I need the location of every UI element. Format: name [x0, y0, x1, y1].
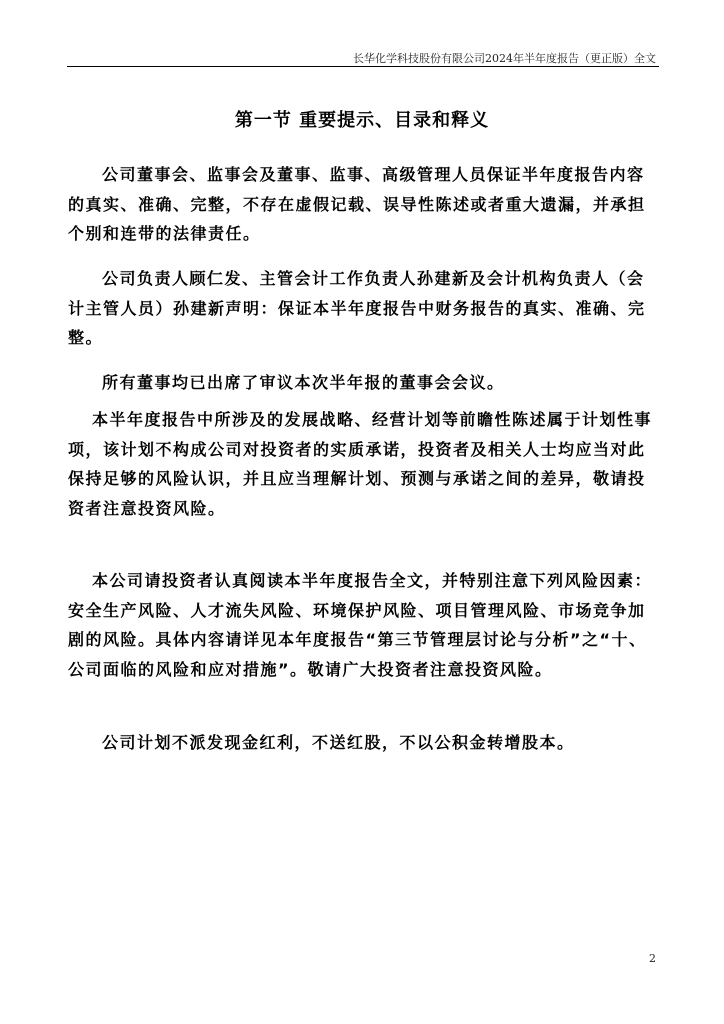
paragraph-board-guarantee [68, 160, 668, 249]
paragraph-line: 项，该计划不构成公司对投资者的实质承诺，投资者及相关人士均应当对此 [68, 439, 646, 459]
paragraph-line: 的真实、准确、完整，不存在虚假记载、误导性陈述或者重大遗漏，并承担 [68, 194, 646, 214]
paragraph-line: 公司负责人顾仁发、主管会计工作负责人孙建新及会计机构负责人（会 [102, 269, 645, 288]
header-divider [67, 66, 659, 67]
paragraph-dividend-plan [68, 728, 668, 758]
page-number: 2 [649, 952, 656, 965]
paragraph-line: 本半年度报告中所涉及的发展战略、经营计划等前瞻性陈述属于计划性事 [92, 410, 653, 429]
paragraph-line: 公司董事会、监事会及董事、监事、高级管理人员保证半年度报告内容 [102, 165, 645, 184]
section-title: 第一节 重要提示、目录和释义 [234, 110, 490, 131]
paragraph-line: 个别和连带的法律责任。 [68, 224, 261, 243]
paragraph-line: 所有董事均已出席了审议本次半年报的董事会会议。 [102, 373, 505, 392]
paragraph-line: 计主管人员）孙建新声明：保证本半年度报告中财务报告的真实、准确、完 [68, 298, 646, 318]
paragraph-line: 安全生产风险、人才流失风险、环境保护风险、项目管理风险、市场竞争加 [68, 600, 646, 620]
paragraph-line: 本公司请投资者认真阅读本半年度报告全文，并特别注意下列风险因素： [92, 571, 653, 590]
paragraph-line: 整。 [68, 328, 104, 347]
paragraph-line: 公司计划不派发现金红利，不送红股，不以公积金转增股本。 [102, 733, 575, 752]
paragraph-line: 公司面临的风险和应对措施”。敬请广大投资者注意投资风险。 [68, 659, 553, 679]
paragraph-line: 资者注意投资风险。 [68, 498, 226, 518]
paragraph-line: 保持足够的风险认识，并且应当理解计划、预测与承诺之间的差异，敬请投 [68, 469, 646, 488]
paragraph-financial-statement [68, 264, 668, 353]
paragraph-line: 剧的风险。具体内容请详见本年度报告“第三节管理层讨论与分析”之“十、 [68, 630, 647, 649]
paragraph-board-attendance [68, 368, 668, 398]
paragraph-forward-looking [68, 405, 668, 523]
paragraph-risk-factors [68, 566, 668, 684]
running-header: 长华化学科技股份有限公司2024年半年度报告（更正版）全文 [353, 52, 656, 65]
